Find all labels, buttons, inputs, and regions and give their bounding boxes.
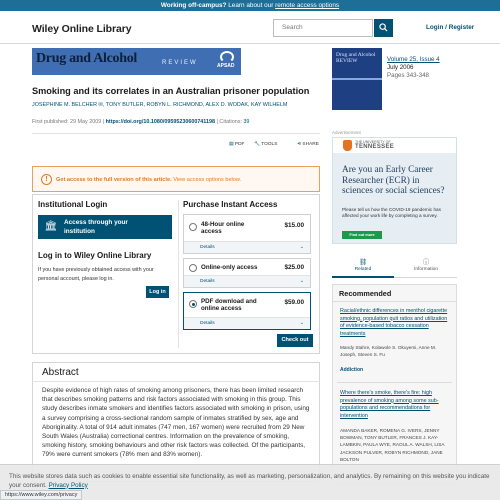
option-48h-price: $15.00 bbox=[284, 222, 304, 229]
article-title: Smoking and its correlates in an Australian prisoner population bbox=[32, 86, 310, 96]
option-pdf-label bbox=[201, 298, 257, 312]
journal-banner-title: Drug and Alcohol bbox=[36, 51, 137, 66]
radio-online[interactable] bbox=[189, 264, 197, 272]
column-divider bbox=[178, 200, 179, 348]
issue-info bbox=[387, 56, 440, 81]
issue-pages: Pages 343-348 bbox=[387, 72, 429, 80]
abstract-heading: Abstract bbox=[42, 367, 79, 378]
option-online-label: Online-only access bbox=[201, 264, 258, 271]
remote-access-link[interactable]: remote access options bbox=[275, 2, 340, 9]
citations-label: Citations: bbox=[219, 119, 244, 125]
journal-banner[interactable] bbox=[32, 48, 241, 75]
ad-body: Please tell us how the COVID-19 pandemic has affected your work life by completing a survey. bbox=[342, 207, 442, 219]
university-logo bbox=[333, 138, 457, 153]
volume-issue-link[interactable]: Volume 25, Issue 4 bbox=[387, 56, 440, 63]
tab-related[interactable] bbox=[332, 256, 394, 278]
details-label: Details bbox=[200, 321, 215, 326]
tab-information[interactable] bbox=[395, 256, 457, 278]
ad-heading: Are you an Early Career Researcher (ECR) in sciences or social sciences? bbox=[342, 165, 445, 196]
remote-access-banner bbox=[0, 0, 500, 11]
checkout-button[interactable]: Check out bbox=[277, 334, 313, 347]
sidebar-tabs bbox=[332, 256, 457, 278]
abstract-divider bbox=[32, 381, 320, 382]
journal-cover-image[interactable] bbox=[332, 48, 382, 110]
citations-count[interactable]: 39 bbox=[243, 119, 250, 125]
purchase-option-online[interactable] bbox=[183, 258, 311, 288]
cookie-text bbox=[9, 473, 493, 490]
divider bbox=[32, 133, 320, 134]
institution-icon: 🏛 bbox=[44, 221, 58, 232]
radio-pdf[interactable] bbox=[189, 300, 197, 308]
apsad-logo-icon bbox=[220, 51, 234, 63]
recommended-separator bbox=[337, 382, 452, 383]
institution-label-line1: Access through your bbox=[64, 219, 128, 226]
option-pdf-details[interactable] bbox=[184, 317, 310, 329]
site-header bbox=[0, 11, 500, 44]
issue-date: July 2006 bbox=[387, 64, 414, 72]
abstract-text: Despite evidence of high rates of smoking among prisoners, there has been limited research that describes smoking patterns and risk factors associated with smoking in this group. This study describes inmate smokers and identifies factors associated with smoking in prison, using a survey comprising a cross-sectional random sample of inmates stratified by sex, age and Aboriginality. A total of 914 adult inmates (747 men, 167 women) were recruited from 29 New South Wales (Australia) correctional centres. Information on the prevalence of smoking, smoking history, smoking behaviours and other risk factors was collected. Of the participants, 79% were current smokers (78% men and 83% women). bbox=[42, 387, 310, 459]
chevron-down-icon: ⌄ bbox=[299, 320, 304, 326]
search-input[interactable] bbox=[273, 19, 373, 37]
privacy-policy-link[interactable]: Privacy Policy bbox=[48, 481, 88, 489]
details-label: Details bbox=[200, 245, 215, 250]
share-icon: ⋖ bbox=[297, 142, 302, 147]
option-online-price: $25.00 bbox=[284, 264, 304, 271]
login-description: If you have previously obtained access with your personal account, please log in. bbox=[38, 267, 154, 282]
institution-button-label bbox=[64, 219, 128, 236]
tools-button[interactable] bbox=[254, 142, 277, 147]
option-pdf-price: $59.00 bbox=[284, 299, 304, 306]
institution-label-line2: institution bbox=[64, 227, 95, 235]
doi-link[interactable]: https://doi.org/10.1080/09595230600741198 bbox=[105, 119, 216, 125]
search-button[interactable] bbox=[374, 19, 393, 37]
pdf-icon: ▤ bbox=[229, 142, 234, 147]
recommended-item-title[interactable]: Where there's smoke, there's fire: high prevalence of smoking among some sub-populations and recommendations for intervention bbox=[340, 390, 439, 419]
recommended-heading: Recommended bbox=[339, 289, 392, 298]
alert-text bbox=[56, 177, 241, 183]
first-published: First published: 29 May 2009 bbox=[32, 119, 102, 125]
pdf-label: PDF bbox=[234, 142, 245, 147]
option-48h-line2: access bbox=[201, 228, 222, 235]
chevron-down-icon: ⌄ bbox=[299, 244, 304, 250]
link-icon: ⛓ bbox=[358, 259, 368, 266]
university-crest-icon bbox=[343, 140, 352, 151]
view-access-options-link[interactable]: View access options below. bbox=[171, 177, 242, 183]
journal-banner-org: APSAD bbox=[217, 63, 235, 69]
details-label: Details bbox=[200, 279, 215, 284]
info-icon: ⓘ bbox=[422, 259, 430, 266]
wol-login-heading: Log in to Wiley Online Library bbox=[38, 251, 152, 260]
institutional-login-heading: Institutional Login bbox=[38, 200, 108, 209]
wiley-logo[interactable]: Wiley Online Library bbox=[32, 23, 132, 35]
tools-label: TOOLS bbox=[261, 142, 278, 147]
ad-find-out-more-button[interactable]: Find out more bbox=[342, 231, 382, 239]
option-48h-line1: 48-Hour online bbox=[201, 221, 245, 228]
search-icon bbox=[379, 23, 388, 32]
recommended-item-authors: AMANDA BAKER, ROMENA G. IVERS, JENNY BOWMAN, TONY BUTLER, FRANCES J. KAY-LAMBKIN, PAULA WYE, RAOUL A. WALSH, LISA JACKSON PULVER, ROBYN RICHMOND, JANE BOLTON bbox=[340, 428, 445, 462]
alert-bold-text: Get access to the full version of this article. bbox=[56, 177, 172, 183]
cover-title: Drug and Alcohol REVIEW bbox=[336, 52, 376, 64]
banner-bold-text: Working off-campus? bbox=[160, 2, 227, 9]
recommended-item-title[interactable]: Racial/ethnic differences in menthol cigarette smoking, population quit ratios and utilization of evidence-based tobacco cessation treatments bbox=[340, 308, 448, 337]
university-name: TENNESSEE bbox=[355, 144, 395, 150]
status-bar-url: https://www.wiley.com/privacy bbox=[0, 490, 82, 500]
option-48h-label bbox=[201, 221, 244, 235]
chevron-down-icon: ⌄ bbox=[299, 278, 304, 284]
article-authors[interactable]: JOSEPHINE M. BELCHER ✉, TONY BUTLER, ROBYN L. RICHMOND, ALEX D. WODAK, KAY WILHELM bbox=[32, 102, 288, 108]
option-pdf-line2: online access bbox=[201, 305, 242, 312]
pdf-button[interactable] bbox=[229, 142, 245, 147]
university-small-text: THE UNIVERSITY OF bbox=[355, 140, 391, 144]
purchase-heading: Purchase Instant Access bbox=[183, 200, 278, 209]
option-pdf-line1: PDF download and bbox=[201, 298, 257, 305]
advertisement-banner[interactable] bbox=[332, 137, 457, 244]
option-48h-details[interactable] bbox=[184, 241, 310, 253]
tab-information-label: Information bbox=[414, 267, 438, 272]
cover-stripe bbox=[332, 78, 382, 80]
recommended-divider bbox=[332, 301, 457, 302]
purchase-option-pdf[interactable] bbox=[183, 292, 311, 330]
option-online-details[interactable] bbox=[184, 275, 310, 287]
login-register-link[interactable]: Login / Register bbox=[426, 24, 475, 31]
purchase-option-48h[interactable] bbox=[183, 214, 311, 254]
search-placeholder: Search bbox=[282, 24, 303, 31]
article-meta: First published: 29 May 2009 | https://doi.org/10.1080/09595230600741198 | Citations: 39 bbox=[32, 119, 250, 125]
login-button[interactable]: Log in bbox=[146, 286, 169, 298]
banner-text: Learn about our bbox=[226, 2, 276, 9]
recommended-item-source[interactable]: Addiction bbox=[340, 367, 364, 373]
share-label: SHARE bbox=[302, 142, 319, 147]
access-alert bbox=[32, 166, 320, 192]
alert-icon: ! bbox=[41, 174, 52, 185]
radio-48h[interactable] bbox=[189, 223, 197, 231]
wrench-icon: 🔧 bbox=[254, 142, 260, 147]
share-button[interactable] bbox=[297, 142, 319, 147]
advertisement-label: Advertisement bbox=[332, 130, 361, 135]
institution-access-button[interactable] bbox=[38, 215, 172, 239]
recommended-item-authors: Mandy Stahre, Kolawole S. Okuyemi, Anne M. Joseph, Steven S. Fu bbox=[340, 345, 437, 358]
cookie-message: This website stores data such as cookies to enable essential site functionality, as well as marketing, personalization, and analytics. By remaining on this website you indicate your consent. bbox=[9, 473, 490, 489]
tab-related-label: Related bbox=[354, 267, 372, 272]
journal-banner-review: REVIEW bbox=[162, 60, 198, 66]
